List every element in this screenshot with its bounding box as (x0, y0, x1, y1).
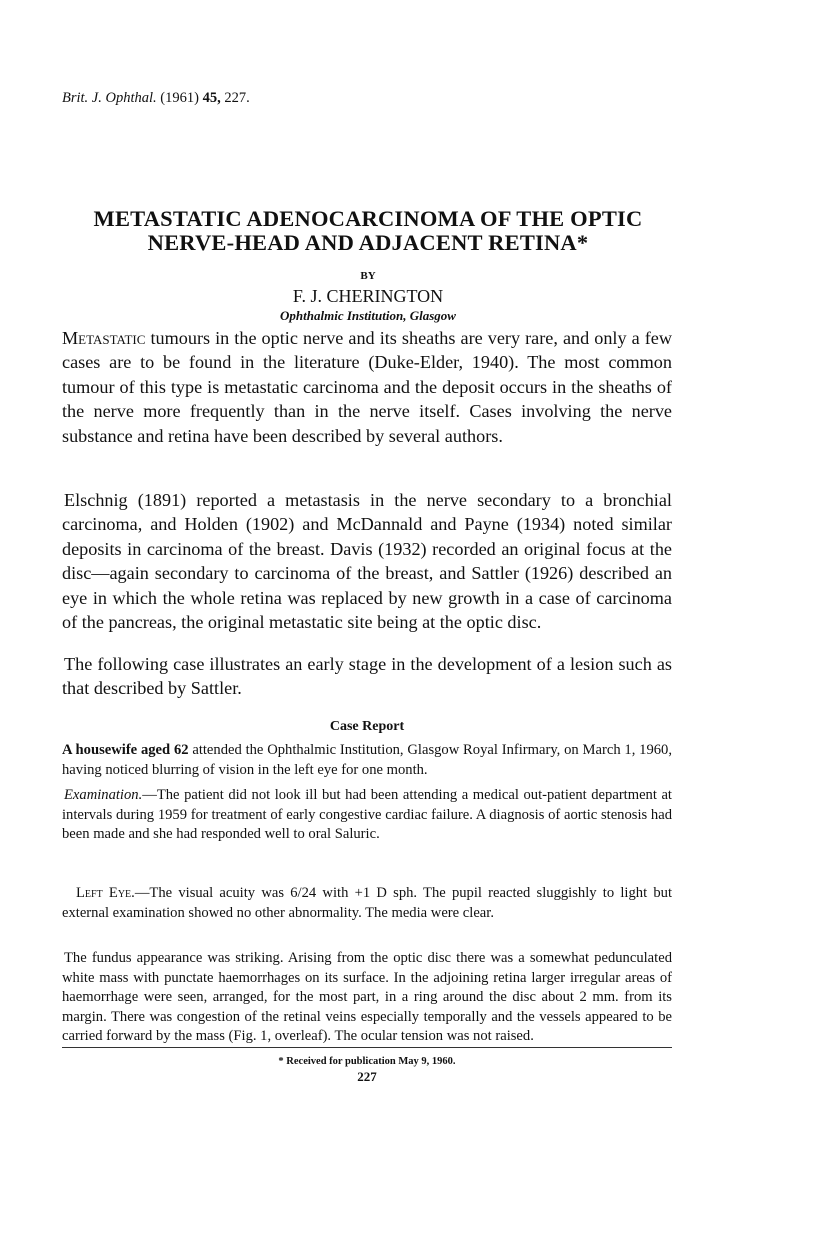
lead-phrase: Left Eye. (76, 885, 135, 901)
case-paragraph-left-eye (62, 884, 672, 923)
byline: BY (360, 270, 376, 282)
author-affiliation: Ophthalmic Institution, Glasgow (280, 308, 456, 323)
paragraph-text: —The patient did not look ill but had been attending a medical out-patient department at intervals during 1959 for treatment of early congestive cardiac failure. A diagnosis of aortic stenosis had been made and she had responded well to oral Saluric. (62, 787, 672, 842)
paragraph-text: tumours in the optic nerve and its sheaths are very rare, and only a few cases are to be found in the literature (Duke-Elder, 1940). The most common tumour of this type is metastatic carcinoma and the deposit occurs in the sheaths of the nerve more frequently than in the nerve itself. Cases involving the nerve substance and retina have been described by several authors. (62, 328, 672, 446)
footnote: * Received for publication May 9, 1960. (278, 1056, 456, 1067)
intro-paragraph-3: The following case illustrates an early stage in the development of a lesion such as that described by Sattler. (62, 654, 672, 699)
article-title: METASTATIC ADENOCARCINOMA OF THE OPTIC NERVE-HEAD AND ADJACENT RETINA* (93, 206, 643, 255)
case-paragraph-fundus: The fundus appearance was striking. Arising from the optic disc there was a somewhat pedunculated white mass with punctate haemorrhages on its surface. In the adjoining retina larger irregular areas of haemorrhage were seen, arranged, for the most part, in a ring around the disc about 2 mm. from its margin. There was congestion of the retinal veins especially temporally and the vessels appeared to be carried forward by the mass (Fig. 1, overleaf). The ocular tension was not raised. (62, 950, 672, 1044)
journal-name: Brit. J. Ophthal. (62, 90, 157, 106)
case-paragraph-examination (62, 786, 672, 845)
author-name: F. J. CHERINGTON (292, 286, 444, 306)
lead-phrase: A housewife aged 62 (62, 742, 189, 758)
journal-citation (62, 90, 250, 107)
lead-phrase: Examination. (64, 787, 143, 803)
intro-paragraph-1 (62, 326, 672, 448)
journal-volume: 45, (202, 90, 221, 106)
lead-word: Metastatic (62, 328, 146, 348)
page-number: 227 (357, 1069, 377, 1084)
journal-year: (1961) (160, 90, 199, 106)
paragraph-text: —The visual acuity was 6/24 with +1 D sph. The pupil reacted sluggishly to light but external examination showed no other abnormality. The media were clear. (62, 885, 672, 921)
intro-paragraph-2: Elschnig (1891) reported a metastasis in the nerve secondary to a bronchial carcinoma, and Holden (1902) and McDannald and Payne (1934) noted similar deposits in carcinoma of the breast. Davis (1932) recorded an original focus at the disc—again secondary to carcinoma of the breast, and Sattler (1926) described an eye in which the whole retina was replaced by new growth in a case of carcinoma of the pancreas, the original metastatic site being at the optic disc. (62, 490, 672, 633)
case-paragraph-1 (62, 741, 672, 780)
journal-page: 227. (224, 90, 250, 106)
footnote-divider (62, 1047, 672, 1048)
paragraph-text: attended the Ophthalmic Institution, Glasgow Royal Infirmary, on March 1, 1960, having noticed blurring of vision in the left eye for one month. (62, 742, 673, 778)
section-heading: Case Report (329, 719, 405, 734)
